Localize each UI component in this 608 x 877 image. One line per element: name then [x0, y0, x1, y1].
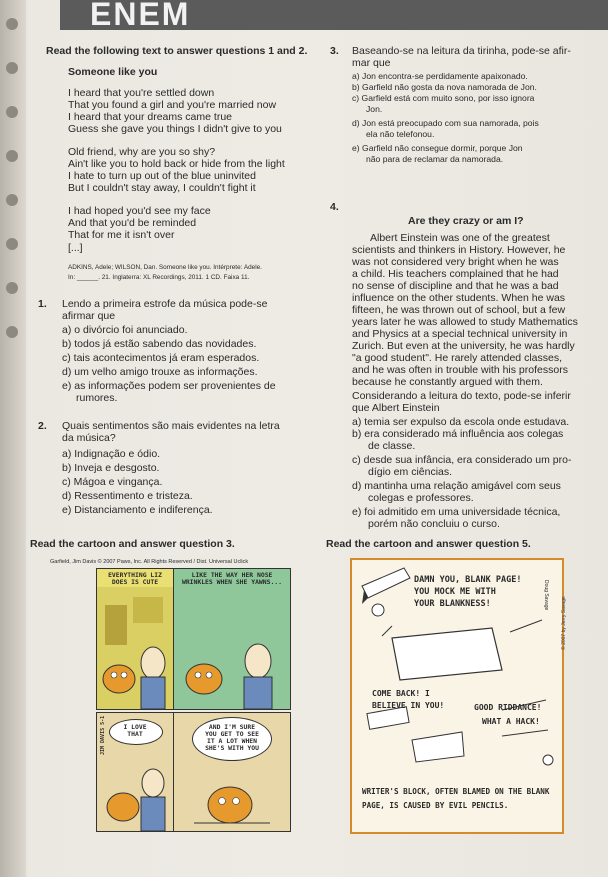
lyric-line: Guess she gave you things I didn't give to you: [68, 123, 282, 135]
binding-hole: [6, 62, 18, 74]
lyric-line: I had hoped you'd see my face: [68, 205, 211, 217]
answer-option[interactable]: c) Garfield está com muito sono, por isso ignora: [352, 93, 535, 103]
lyric-line: I heard that your dreams came true: [68, 111, 232, 123]
text-line: "a good student". He rarely attended classes,: [352, 352, 562, 364]
speech-line: WHAT A HACK!: [482, 717, 540, 726]
garfield-signature: JIM DAVIS 5-1: [100, 715, 106, 755]
question-stem: da música?: [62, 432, 116, 444]
answer-option[interactable]: d) mantinha uma relação amigável com seus: [352, 480, 561, 492]
answer-option-cont: rumores.: [76, 392, 118, 404]
speech-line: EVERYTHING LIZ: [108, 571, 162, 579]
garfield-drawing: [174, 761, 290, 831]
lyric-line: I hate to turn up out of the blue uninvited: [68, 170, 256, 182]
question-stem: Lendo a primeira estrofe da música pode-se: [62, 298, 268, 310]
citation-line: In: ______. 21. Inglaterra: XL Recordings, 2011. 1 CD. Faixa 11.: [68, 274, 250, 281]
speech-line: WRINKLES WHEN SHE YAWNS...: [181, 578, 283, 586]
speech-line: LIKE THE WAY HER NOSE: [191, 571, 273, 579]
text-line: years later he was allowed to study Mathematics: [352, 316, 578, 328]
instruction-q5: Read the cartoon and answer question 5.: [326, 538, 531, 550]
binding-hole: [6, 150, 18, 162]
jon-garfield-drawing: [97, 587, 173, 709]
comic-caption: WRITER'S BLOCK, OFTEN BLAMED ON THE BLANK: [362, 787, 550, 796]
question-number: 3.: [330, 45, 339, 57]
text-line: fifteen, he was thrown out of school, but a few: [352, 304, 566, 316]
garfield-panel-1: [96, 568, 174, 710]
speech-line: COME BACK! I: [372, 689, 430, 698]
speech-line: GOOD RIDDANCE!: [474, 703, 542, 712]
speech-line: DAMN YOU, BLANK PAGE!: [414, 575, 522, 585]
text-line: scientists and thinkers in History. However, he: [352, 244, 566, 256]
answer-option[interactable]: d) Jon está preocupado com sua namorada, pois: [352, 118, 539, 128]
binding-hole: [6, 238, 18, 250]
answer-option[interactable]: c) desde sua infância, era considerado um pro-: [352, 454, 572, 466]
speech-line: YOUR BLANKNESS!: [414, 599, 491, 609]
instruction-q3: Read the cartoon and answer question 3.: [30, 538, 235, 550]
speech-line: THAT: [127, 730, 143, 738]
answer-option-cont: não para de reclamar da namorada.: [366, 154, 504, 164]
lyric-line: Ain't like you to hold back or hide from the light: [68, 158, 285, 170]
answer-option[interactable]: c) tais acontecimentos já eram esperados.: [62, 352, 260, 364]
text-line: Albert Einstein was one of the greatest: [370, 232, 550, 244]
instruction-q1-q2: Read the following text to answer questions 1 and 2.: [46, 45, 308, 57]
lyric-line: And that you'd be reminded: [68, 217, 197, 229]
answer-option[interactable]: a) temia ser expulso da escola onde estudava.: [352, 416, 570, 428]
binding-hole: [6, 326, 18, 338]
answer-option[interactable]: e) Distanciamento e indiferença.: [62, 504, 213, 516]
lyric-line: I heard that you're settled down: [68, 87, 215, 99]
garfield-copyright: Garfield, Jim Davis © 2007 Paws, Inc. All Rights Reserved / Dist. Universal Uclick: [50, 559, 249, 565]
answer-option[interactable]: c) Mágoa e vingança.: [62, 476, 163, 488]
text-line: Zurich. But even at the university, he was hardly: [352, 340, 575, 352]
question-stem: Quais sentimentos são mais evidentes na letra: [62, 420, 280, 432]
answer-option[interactable]: b) Inveja e desgosto.: [62, 462, 160, 474]
binding-strip: [0, 0, 26, 877]
binding-hole: [6, 106, 18, 118]
speech-line: SHE'S WITH YOU: [205, 744, 259, 752]
comic-credit: Doug Savage: [543, 580, 549, 611]
speech-line: BELIEVE IN YOU!: [372, 701, 445, 710]
lyric-line: But I couldn't stay away, I couldn't fight it: [68, 182, 256, 194]
answer-option[interactable]: e) Garfield não consegue dormir, porque Jon: [352, 143, 523, 153]
answer-option-cont: dígio em ciências.: [368, 466, 453, 478]
question-number: 4.: [330, 201, 339, 213]
text-line: because he constantly argued with them.: [352, 376, 543, 388]
answer-option-cont: de classe.: [368, 440, 416, 452]
citation-line: ADKINS, Adele; WILSON, Dan. Someone like you. Intérprete: Adele.: [68, 264, 262, 271]
garfield-panel-2: [173, 568, 291, 710]
text-line: and he was often in trouble with his professors: [352, 364, 568, 376]
enem-logo: ENEM: [90, 0, 191, 32]
writers-block-comic: [350, 558, 567, 834]
question-stem: Baseando-se na leitura da tirinha, pode-se afir-: [352, 45, 571, 57]
comic-credit: © 2007 by Jerry Savage: [561, 596, 567, 650]
lyric-line: Old friend, why are you so shy?: [68, 146, 216, 158]
binding-hole: [6, 282, 18, 294]
question-number: 1.: [38, 298, 47, 310]
lyric-line: That you found a girl and you're married now: [68, 99, 277, 111]
garfield-panel-4: [173, 712, 291, 832]
answer-option-cont: porém não concluiu o curso.: [368, 518, 500, 530]
text-line: a child. His teachers complained that he had: [352, 268, 559, 280]
jon-garfield-drawing: [97, 745, 173, 831]
answer-option[interactable]: b) era considerado má influência aos colegas: [352, 428, 564, 440]
speech-line: YOU MOCK ME WITH: [414, 587, 496, 597]
jon-garfield-drawing: [174, 587, 290, 709]
comic-caption: PAGE, IS CAUSED BY EVIL PENCILS.: [362, 801, 509, 810]
question-number: 2.: [38, 420, 47, 432]
answer-option-cont: Jon.: [366, 104, 383, 114]
text-title: Are they crazy or am I?: [408, 215, 524, 227]
answer-option[interactable]: a) o divórcio foi anunciado.: [62, 324, 188, 336]
question-stem: afirmar que: [62, 310, 116, 322]
question-stem: Considerando a leitura do texto, pode-se inferir: [352, 390, 571, 402]
garfield-panel-3: [96, 712, 174, 832]
speech-line: DOES IS CUTE: [111, 578, 159, 586]
speech-line: IT A LOT WHEN: [206, 737, 258, 745]
binding-hole: [6, 194, 18, 206]
answer-option[interactable]: d) um velho amigo trouxe as informações.: [62, 366, 258, 378]
text-line: and Physics at a special technical university in: [352, 328, 568, 340]
text-line: influence on the other students. When he was: [352, 292, 566, 304]
answer-option-cont: colegas e professores.: [368, 492, 474, 504]
answer-option[interactable]: d) Ressentimento e tristeza.: [62, 490, 193, 502]
answer-option[interactable]: e) as informações podem ser provenientes de: [62, 380, 276, 392]
text-line: was not considered very bright when he was: [352, 256, 559, 268]
answer-option[interactable]: a) Indignação e ódio.: [62, 448, 161, 460]
song-title: Someone like you: [68, 66, 158, 78]
answer-option[interactable]: a) Jon encontra-se perdidamente apaixonado.: [352, 71, 528, 81]
lyric-line: [...]: [68, 242, 83, 254]
answer-option[interactable]: b) Garfield não gosta da nova namorada de Jon.: [352, 82, 537, 92]
speech-line: I LOVE: [123, 723, 147, 731]
binding-hole: [6, 18, 18, 30]
speech-line: YOU GET TO SEE: [205, 730, 259, 738]
answer-option[interactable]: e) foi admitido em uma universidade técnica,: [352, 506, 561, 518]
question-stem: que Albert Einstein: [352, 402, 440, 414]
lyric-line: That for me it isn't over: [68, 229, 175, 241]
answer-option-cont: ela não telefonou.: [366, 129, 435, 139]
question-stem: mar que: [352, 57, 391, 69]
speech-line: AND I'M SURE: [208, 723, 256, 731]
text-line: no sense of discipline and that he was a bad: [352, 280, 559, 292]
answer-option[interactable]: b) todos já estão sabendo das novidades.: [62, 338, 257, 350]
